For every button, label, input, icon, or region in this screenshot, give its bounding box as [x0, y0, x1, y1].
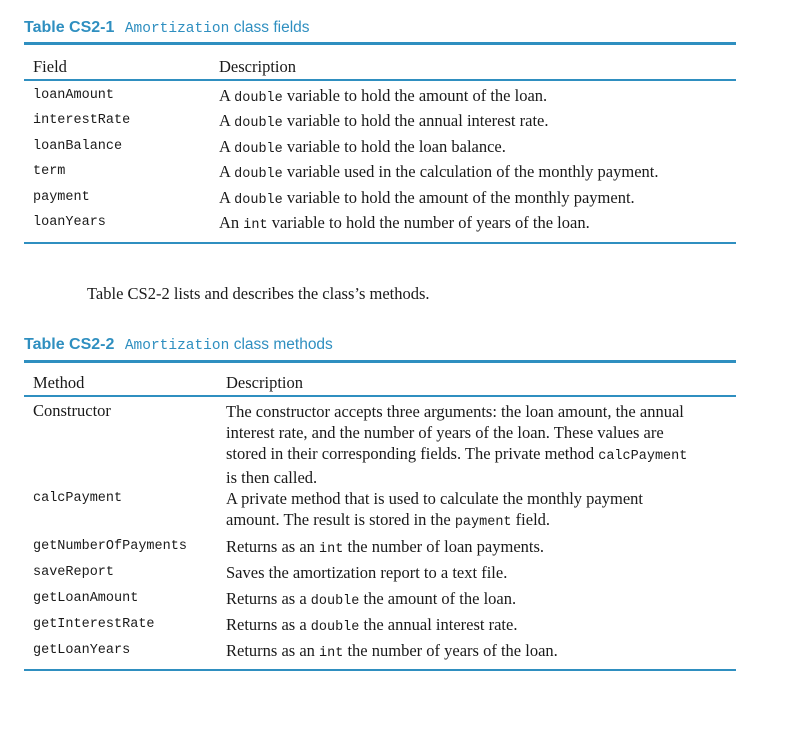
field-name: loanYears: [33, 215, 106, 230]
table2-header-rule: [24, 395, 736, 397]
field-description: A double variable to hold the loan balance.: [219, 137, 506, 157]
field-description: A double variable to hold the annual interest rate.: [219, 111, 549, 131]
table1-top-rule: [24, 42, 736, 45]
table1-caption: [24, 19, 310, 41]
table2-caption: [24, 336, 333, 358]
method-description: Returns as an int the number of years of the loan.: [226, 641, 558, 661]
table1-caption-text: class fields: [233, 19, 310, 36]
table1-header-rule: [24, 79, 736, 81]
method-name: calcPayment: [33, 491, 123, 506]
method-name: getInterestRate: [33, 617, 155, 632]
table1-header-description: Description: [219, 57, 296, 76]
field-description: A double variable used in the calculation of the monthly payment.: [219, 162, 659, 182]
method-description: The constructor accepts three arguments: the loan amount, the annual interest rate, and the number of years of the loan. These values are stored in their corresponding fields. The private method calcPayment is then called.: [226, 402, 688, 487]
table2-caption-text: class methods: [233, 336, 333, 353]
body-paragraph: Table CS2-2 lists and describes the class’s methods.: [87, 284, 430, 303]
table2-header-method: Method: [33, 373, 85, 392]
table1-bottom-rule: [24, 242, 736, 244]
table2-top-rule: [24, 360, 736, 363]
field-name: loanBalance: [33, 139, 123, 154]
field-description: A double variable to hold the amount of the loan.: [219, 86, 548, 106]
table2-bottom-rule: [24, 669, 736, 671]
method-name: getNumberOfPayments: [33, 539, 187, 554]
method-name: getLoanYears: [33, 643, 131, 658]
method-description: Returns as an int the number of loan payments.: [226, 537, 545, 557]
table2-class-name: Amortization: [124, 338, 230, 354]
field-name: payment: [33, 190, 90, 205]
method-description: Saves the amortization report to a text file.: [226, 563, 508, 582]
table1-header-field: Field: [33, 57, 67, 76]
field-description: A double variable to hold the amount of the monthly payment.: [219, 188, 635, 208]
table2-header-description: Description: [226, 373, 303, 392]
method-name: Constructor: [33, 401, 111, 420]
method-description: A private method that is used to calculate the monthly payment amount. The result is stored in the payment field.: [226, 489, 643, 530]
field-name: term: [33, 164, 66, 179]
field-name: loanAmount: [33, 88, 115, 103]
field-name: interestRate: [33, 113, 131, 128]
method-description: Returns as a double the annual interest rate.: [226, 615, 518, 635]
table1-number: Table CS2-1: [24, 19, 115, 36]
method-name: getLoanAmount: [33, 591, 139, 606]
method-name: saveReport: [33, 565, 115, 580]
field-description: An int variable to hold the number of years of the loan.: [219, 213, 590, 233]
method-description: Returns as a double the amount of the loan.: [226, 589, 517, 609]
table2-number: Table CS2-2: [24, 336, 115, 353]
table1-class-name: Amortization: [124, 21, 230, 37]
